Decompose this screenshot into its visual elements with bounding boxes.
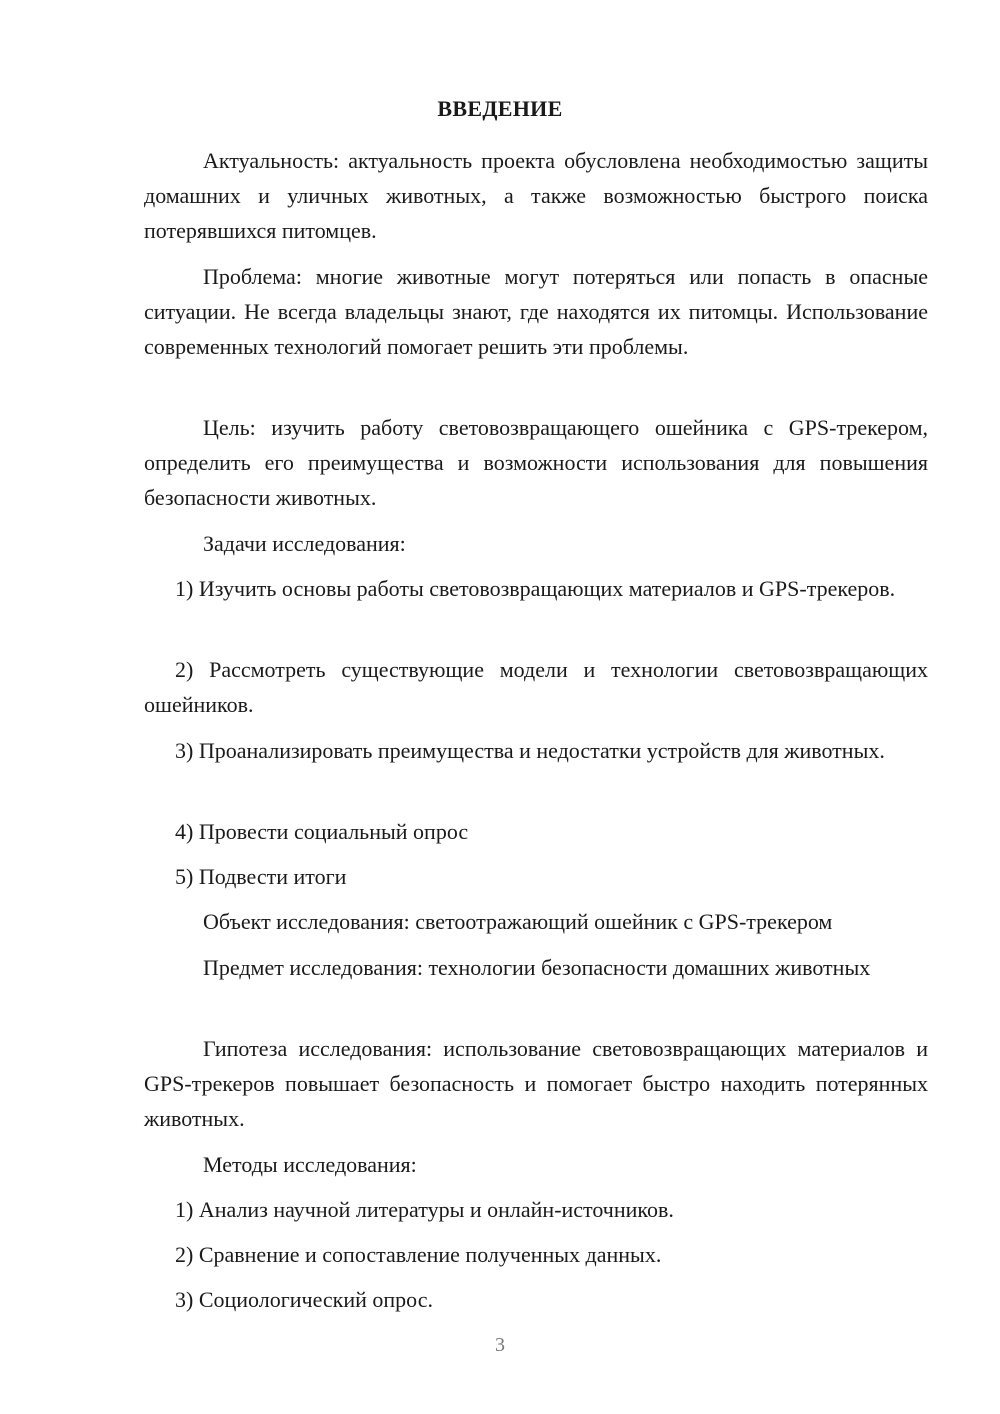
paragraph-tasks-heading: Задачи исследования: [203, 531, 406, 556]
task-item-5: 5) Подвести итоги [175, 864, 347, 889]
task-item-4: 4) Провести социальный опрос [175, 819, 469, 844]
paragraph-object: Объект исследования: светоотражающий ошейник с GPS-трекером [203, 909, 833, 934]
paragraph-hypothesis: Гипотеза исследования: использование световозвращающих материалов и GPS-трекеров повышает безопасность и помогает быстро находить потерянных животных. [144, 1036, 928, 1131]
paragraph-goal: Цель: изучить работу световозвращающего ошейника с GPS-трекером, определить его преимущества и возможности использования для повышения безопасности животных. [144, 415, 928, 510]
paragraph-subject: Предмет исследования: технологии безопасности домашних животных [203, 955, 871, 980]
method-item-2: 2) Сравнение и сопоставление полученных данных. [175, 1242, 662, 1267]
paragraph-relevance: Актуальность: актуальность проекта обусловлена необходимостью защиты домашних и уличных животных, а также возможностью быстрого поиска потерявшихся питомцев. [144, 148, 928, 243]
paragraph-problem: Проблема: многие животные могут потеряться или попасть в опасные ситуации. Не всегда владельцы знают, где находятся их питомцы. Использование современных технологий помогает решить эти проблемы. [144, 264, 928, 359]
method-item-3: 3) Социологический опрос. [175, 1287, 433, 1312]
task-item-3: 3) Проанализировать преимущества и недостатки устройств для животных. [175, 738, 885, 763]
page-number: 3 [495, 1334, 505, 1356]
method-item-1: 1) Анализ научной литературы и онлайн-источников. [175, 1197, 674, 1222]
task-item-1: 1) Изучить основы работы световозвращающих материалов и GPS-трекеров. [175, 576, 896, 601]
task-item-2: 2) Рассмотреть существующие модели и технологии световозвращающих ошейников. [144, 657, 928, 717]
page-title: ВВЕДЕНИЕ [437, 96, 563, 121]
paragraph-methods-heading: Методы исследования: [203, 1152, 417, 1177]
